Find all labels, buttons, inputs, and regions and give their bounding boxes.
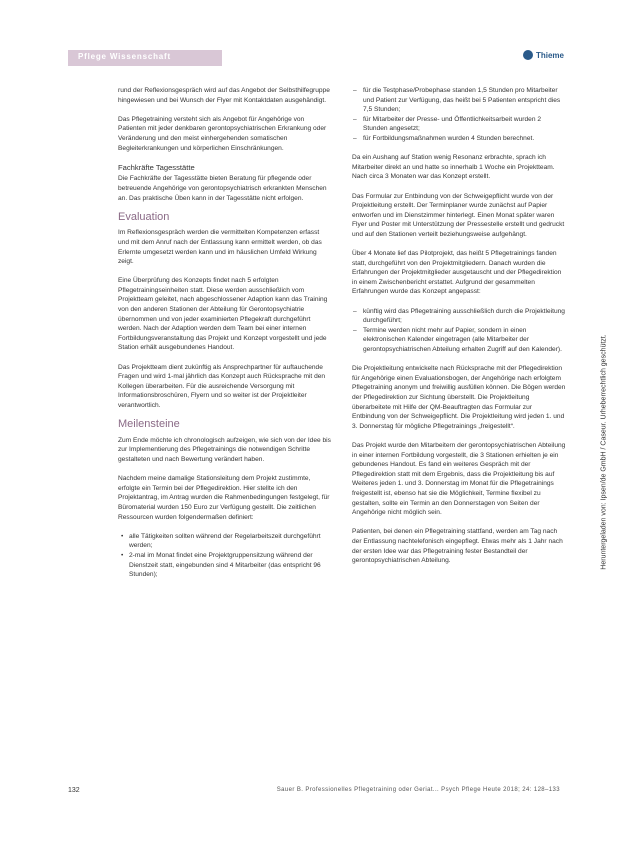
paragraph: Das Pflegetraining versteht sich als Angebot für Angehörige von Patienten mit jeder denkbaren gerontopsychiatrischen Erkrankung oder Veränderung und den meist einhergehenden somatischen Begleiterkrankungen und körperlichen Einschränkungen. bbox=[118, 115, 327, 152]
logo-text: Thieme bbox=[535, 50, 564, 60]
paragraph: Die Projektleitung entwickelte nach Rücksprache mit der Pflegedirektion für Angehörige einen Evaluationsbogen, der Angehörige nach erfolgtem Pflegetraining anonym und freiwillig ausfüllen können. Die Bögen werden der Pflegedirektion zur Sichtung überstellt. Die Projektleitung überarbeitete mit Hilfe der QM-Beauftragten das Formular zur Entbindung von der Schweigepflicht. Die Projektleitung wird jeden 1. und 3. Donnerstag für mögliche Pflegetrainings „freigestellt“. bbox=[352, 365, 566, 430]
dash-list bbox=[352, 307, 566, 355]
dash-list bbox=[352, 86, 566, 144]
subheading-tagesstaette: Fachkräfte Tagesstätte bbox=[118, 162, 195, 172]
list-item: • 2-mal im Monat findet eine Projektgruppensitzung während der Dienstzeit statt, eingebunden sind 4 Mitarbeiter (das entspricht 96 Stunden); bbox=[129, 551, 332, 580]
section-label: Pflege Wissenschaft bbox=[78, 52, 171, 61]
left-column bbox=[118, 86, 332, 589]
right-column bbox=[352, 86, 566, 575]
paragraph: Da ein Aushang auf Station wenig Resonanz erbrachte, sprach ich Mitarbeiter direkt an und hatte so innerhalb 1 Woche ein Projektteam. Nach circa 3 Monaten war das Konzept erstellt. bbox=[352, 154, 555, 181]
list-item: – für die Testphase/Probephase standen 1,5 Stunden pro Mitarbeiter und Patient zur Verfügung, das heißt bei 5 Patienten entspricht dies 7,5 Stunden; bbox=[363, 86, 566, 115]
list-item: • alle Tätigkeiten sollten während der Regelarbeitszeit durchgeführt werden; bbox=[129, 532, 332, 551]
paragraph: Über 4 Monate lief das Pilotprojekt, das heißt 5 Pflegetrainings fanden statt, durchgeführt von den Projektmitgliedern. Danach wurden die Erfahrungen der Projektmitglieder ausgetauscht und der Pflegedirektion in einem Zwischenbericht erstattet. Aufgrund der gesammelten Erfahrungen wurde das Konzept angepasst: bbox=[352, 250, 562, 296]
paragraph: Die Fachkräfte der Tagesstätte bieten Beratung für pflegende oder betreuende Angehörige von gerontopsychiatrisch erkrankten Menschen an. Das praktische Üben kann in der Tagesstätte nicht erfolgen. bbox=[118, 175, 327, 202]
list-item: – für Mitarbeiter der Presse- und Öffentlichkeitsarbeit wurden 2 Stunden angesetzt; bbox=[363, 115, 566, 134]
heading-meilensteine: Meilensteine bbox=[118, 418, 180, 431]
paragraph: rund der Reflexionsgespräch wird auf das Angebot der Selbsthilfegruppe hingewiesen und bei Wunsch der Flyer mit Kontaktdaten ausgehändigt. bbox=[118, 87, 330, 104]
paragraph: Das Formular zur Entbindung von der Schweigepflicht wurde von der Projektleitung erstellt. Der Terminplaner wurde zunächst auf Papier entworfen und im Dienstzimmer hinterlegt. Einen Monat später waren Flyer und Poster mit Unterstützung der Pressestelle erstellt und gedruckt und auf den Stationen verteilt beziehungsweise aufgehängt. bbox=[352, 192, 565, 238]
paragraph: Nachdem meine damalige Stationsleitung dem Projekt zustimmte, erfolgte ein Termin bei der Pflegedirektion. Hier stellte ich den Projektantrag, im Antrag wurden die Rahmenbedingungen festgelegt, für Büromaterial wurden 150 Euro zur Verfügung gestellt. Die zeitlichen Ressourcen wurden folgendermaßen definiert: bbox=[118, 475, 330, 521]
download-notice: Heruntergeladen von: Ipsen/de GmbH / Caseur. Urheberrechtlich geschützt. bbox=[600, 334, 608, 570]
list-item: – künftig wird das Pflegetraining ausschließlich durch die Projektleitung durchgeführt; bbox=[363, 307, 566, 326]
paragraph: Eine Überprüfung des Konzepts findet nach 5 erfolgten Pflegetrainingseinheiten statt. Diese werden ausschließlich vom Projektteam geleitet, nach abgeschlossener Adaption kann das Training von den anderen Stationen der Abteilung für Gerontopsychiatrie übernommen und von jeder examinierten Pflegekraft durchgeführt werden. Nach der Adaption werden dem Team bei einer internen Fortbildungsveranstaltung das Projekt und Konzept vorgestellt und jede Station erhält ausgebundenes Handout. bbox=[118, 277, 328, 352]
heading-evaluation: Evaluation bbox=[118, 210, 170, 223]
list-item: – Termine werden nicht mehr auf Papier, sondern in einen elektronischen Kalender eingetragen (alle Mitarbeiter der gerontopsychiatrischen Abteilung erhalten Zugriff auf den Kalender). bbox=[363, 326, 566, 355]
paragraph: Das Projekt wurde den Mitarbeitern der gerontopsychiatrischen Abteilung in einer internen Fortbildung vorgestellt, die 3 Stationen erhielten je ein gebundenes Handout. Es fand ein weiteres Gespräch mit der Pflegedirektion statt mit dem Ergebnis, dass die Projektleitung bis auf Weiteres jeden 1. und 3. Donnerstag im Monat für die Pflegetrainings freigestellt ist, ebenso hat sie die Möglichkeit, Termine flexibel zu gestalten, sollte ein Termin an den Donnerstagen von Seiten der Angehörige nicht möglich sein. bbox=[352, 441, 566, 517]
page-number: 132 bbox=[68, 787, 80, 794]
paragraph: Das Projektteam dient zukünftig als Ansprechpartner für auftauchende Fragen und wird 1-mal jährlich das Konzept auch Rücksprache mit den Kollegen überarbeiten. Für die ausreichende Versorgung mit Informationsbroschüren, Flyern und so weiter ist der Projektleiter verantwortlich. bbox=[118, 363, 326, 409]
paragraph: Zum Ende möchte ich chronologisch aufzeigen, wie sich von der Idee bis zur Implementierung des Pflegetrainings die notwendigen Schritte gestalteten und nach Bewertung verändert haben. bbox=[118, 436, 331, 463]
footer-citation: Sauer B. Professionelles Pflegetraining oder Geriat... Psych Pflege Heute 2018; 24: 128–133 bbox=[276, 787, 560, 793]
list-item: – für Fortbildungsmaßnahmen wurden 4 Stunden berechnet. bbox=[363, 134, 566, 144]
publisher-logo bbox=[523, 50, 564, 60]
paragraph: Im Reflexionsgespräch werden die vermittelten Kompetenzen erfasst und mit dem Anruf nach der Entlassung kann ermittelt werden, ob das Erlernte umgesetzt werden kann und im häuslichen Umfeld Wirkung zeigt. bbox=[118, 229, 322, 266]
paragraph: Patienten, bei denen ein Pflegetraining stattfand, werden am Tag nach der Entlassung nachtelefonisch eingepflegt. Etwas mehr als 1 Jahr nach der ersten Idee war das Pflegetraining fester Bestandteil der gerontopsychiatrischen Abteilung. bbox=[352, 528, 563, 565]
thieme-logo-icon bbox=[523, 50, 533, 60]
bullet-list bbox=[118, 532, 332, 580]
